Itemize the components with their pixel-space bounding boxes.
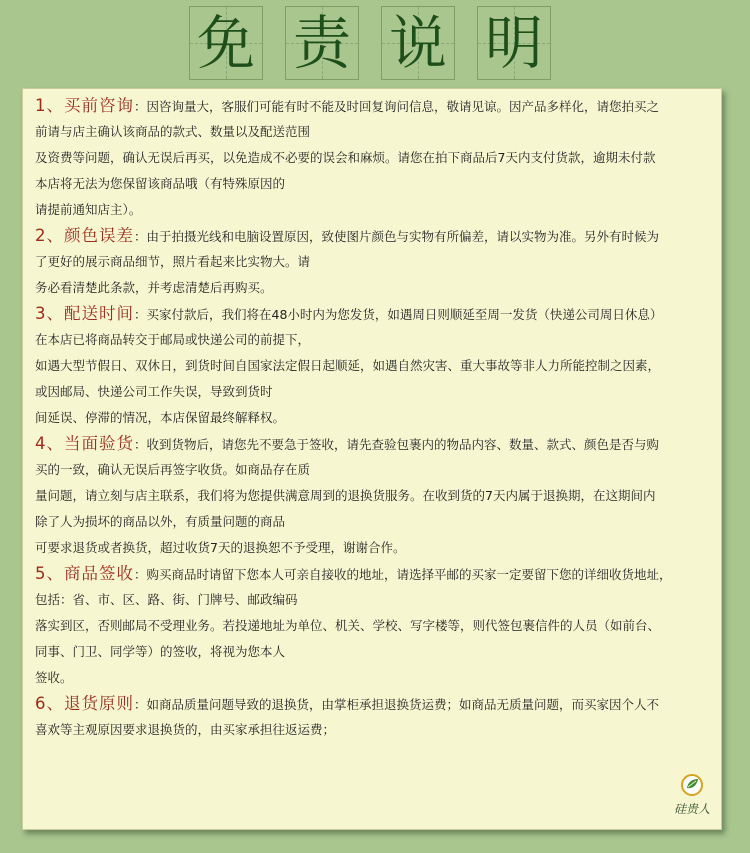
section-text: 除了人为损坏的商品以外，有质量问题的商品: [35, 514, 286, 529]
section-title: 2、颜色误差: [35, 226, 134, 245]
section-text-line: [35, 639, 713, 665]
section-text-line: [35, 587, 713, 613]
section-text: ：因咨询量大，客服们可能有时不能及时回复询问信息，敬请见谅。因产品多样化，请您拍买之: [134, 99, 660, 114]
section-text-line: [35, 171, 713, 197]
section-first-line: [35, 301, 713, 327]
title-box: [285, 6, 359, 80]
logo-text: 硅贵人: [673, 802, 710, 816]
section-text-line: [35, 717, 713, 743]
section-text-line: [35, 535, 713, 561]
brand-logo: [662, 772, 722, 832]
section-text: 间延误、停滞的情况，本店保留最终解释权。: [35, 410, 286, 425]
title-char: 责: [292, 9, 351, 77]
section-text: 请提前通知店主）。: [35, 202, 142, 217]
section-text-line: [35, 249, 713, 275]
section-text-line: [35, 145, 713, 171]
section-text: ：收到货物后，请您先不要急于签收，请先查验包裹内的物品内容、数量、款式、颜色是否与购: [134, 437, 660, 452]
title-char: 说: [388, 9, 447, 77]
section-text: ：买家付款后，我们将在48小时内为您发货，如遇周日则顺延至周一发货（快递公司周日休息）: [134, 307, 663, 322]
section-text: 喜欢等主观原因要求退换货的，由买家承担往返运费；: [35, 722, 336, 737]
leaf-logo-icon: [681, 774, 703, 796]
section-title: 5、商品签收: [35, 564, 134, 583]
title-box: [189, 6, 263, 80]
section-text: 务必看清楚此条款，并考虑清楚后再购买。: [35, 280, 273, 295]
section-text-line: [35, 509, 713, 535]
section-text-line: [35, 353, 713, 379]
section-text-line: [35, 405, 713, 431]
section-text-line: [35, 275, 713, 301]
section-text: 如遇大型节假日、双休日，到货时间自国家法定假日起顺延，如遇自然灾害、重大事故等非人力所能控制之因素，: [35, 358, 661, 373]
title-char: 免: [196, 9, 255, 77]
section-text: 量问题，请立刻与店主联系，我们将为您提供满意周到的退换货服务。在收到货的7天内属于退换期，在这期间内: [35, 488, 656, 503]
section-text: ：如商品质量问题导致的退换货，由掌柜承担退换货运费；如商品无质量问题，而买家因个人不: [134, 697, 660, 712]
section-title: 6、退货原则: [35, 694, 134, 713]
section-first-line: [35, 691, 713, 717]
section-text-line: [35, 483, 713, 509]
disclaimer-content: [35, 93, 713, 743]
section-first-line: [35, 223, 713, 249]
title-box: [477, 6, 551, 80]
section-text-line: [35, 119, 713, 145]
section-title: 4、当面验货: [35, 434, 134, 453]
section-first-line: [35, 93, 713, 119]
section-text: 包括：省、市、区、路、街、门牌号、邮政编码: [35, 592, 298, 607]
section-text: 及资费等问题，确认无误后再买，以免造成不必要的误会和麻烦。请您在拍下商品后7天内支付货款，逾期未付款: [35, 150, 656, 165]
section-first-line: [35, 561, 713, 587]
section-text-line: [35, 665, 713, 691]
section-text: 签收。: [35, 670, 73, 685]
title-char: 明: [484, 9, 543, 77]
disclaimer-panel: [22, 88, 722, 830]
section-text: 可要求退货或者换货，超过收货7天的退换恕不予受理，谢谢合作。: [35, 540, 406, 555]
section-title: 1、买前咨询: [35, 96, 134, 115]
section-text: 落实到区，否则邮局不受理业务。若投递地址为单位、机关、学校、写字楼等，则代签包裹信件的人员（如前台、: [35, 618, 661, 633]
section-first-line: [35, 431, 713, 457]
section-text-line: [35, 457, 713, 483]
section-text: ：由于拍摄光线和电脑设置原因，致使图片颜色与实物有所偏差，请以实物为准。另外有时候为: [134, 229, 660, 244]
title-banner: [0, 6, 750, 82]
section-text-line: [35, 379, 713, 405]
section-text: 本店将无法为您保留该商品哦（有特殊原因的: [35, 176, 286, 191]
section-text-line: [35, 197, 713, 223]
section-text: 了更好的展示商品细节，照片看起来比实物大。请: [35, 254, 311, 269]
section-text: 同事、门卫、同学等）的签收，将视为您本人: [35, 644, 286, 659]
section-text: 前请与店主确认该商品的款式、数量以及配送范围: [35, 124, 311, 139]
section-text: 在本店已将商品转交于邮局或快递公司的前提下，: [35, 332, 311, 347]
section-text: 或因邮局、快递公司工作失误，导致到货时: [35, 384, 273, 399]
section-text: 买的一致，确认无误后再签字收货。如商品存在质: [35, 462, 311, 477]
section-title: 3、配送时间: [35, 304, 134, 323]
section-text-line: [35, 613, 713, 639]
section-text: ：购买商品时请留下您本人可亲自接收的地址，请选择平邮的买家一定要留下您的详细收货地址，: [134, 567, 672, 582]
title-box: [381, 6, 455, 80]
section-text-line: [35, 327, 713, 353]
